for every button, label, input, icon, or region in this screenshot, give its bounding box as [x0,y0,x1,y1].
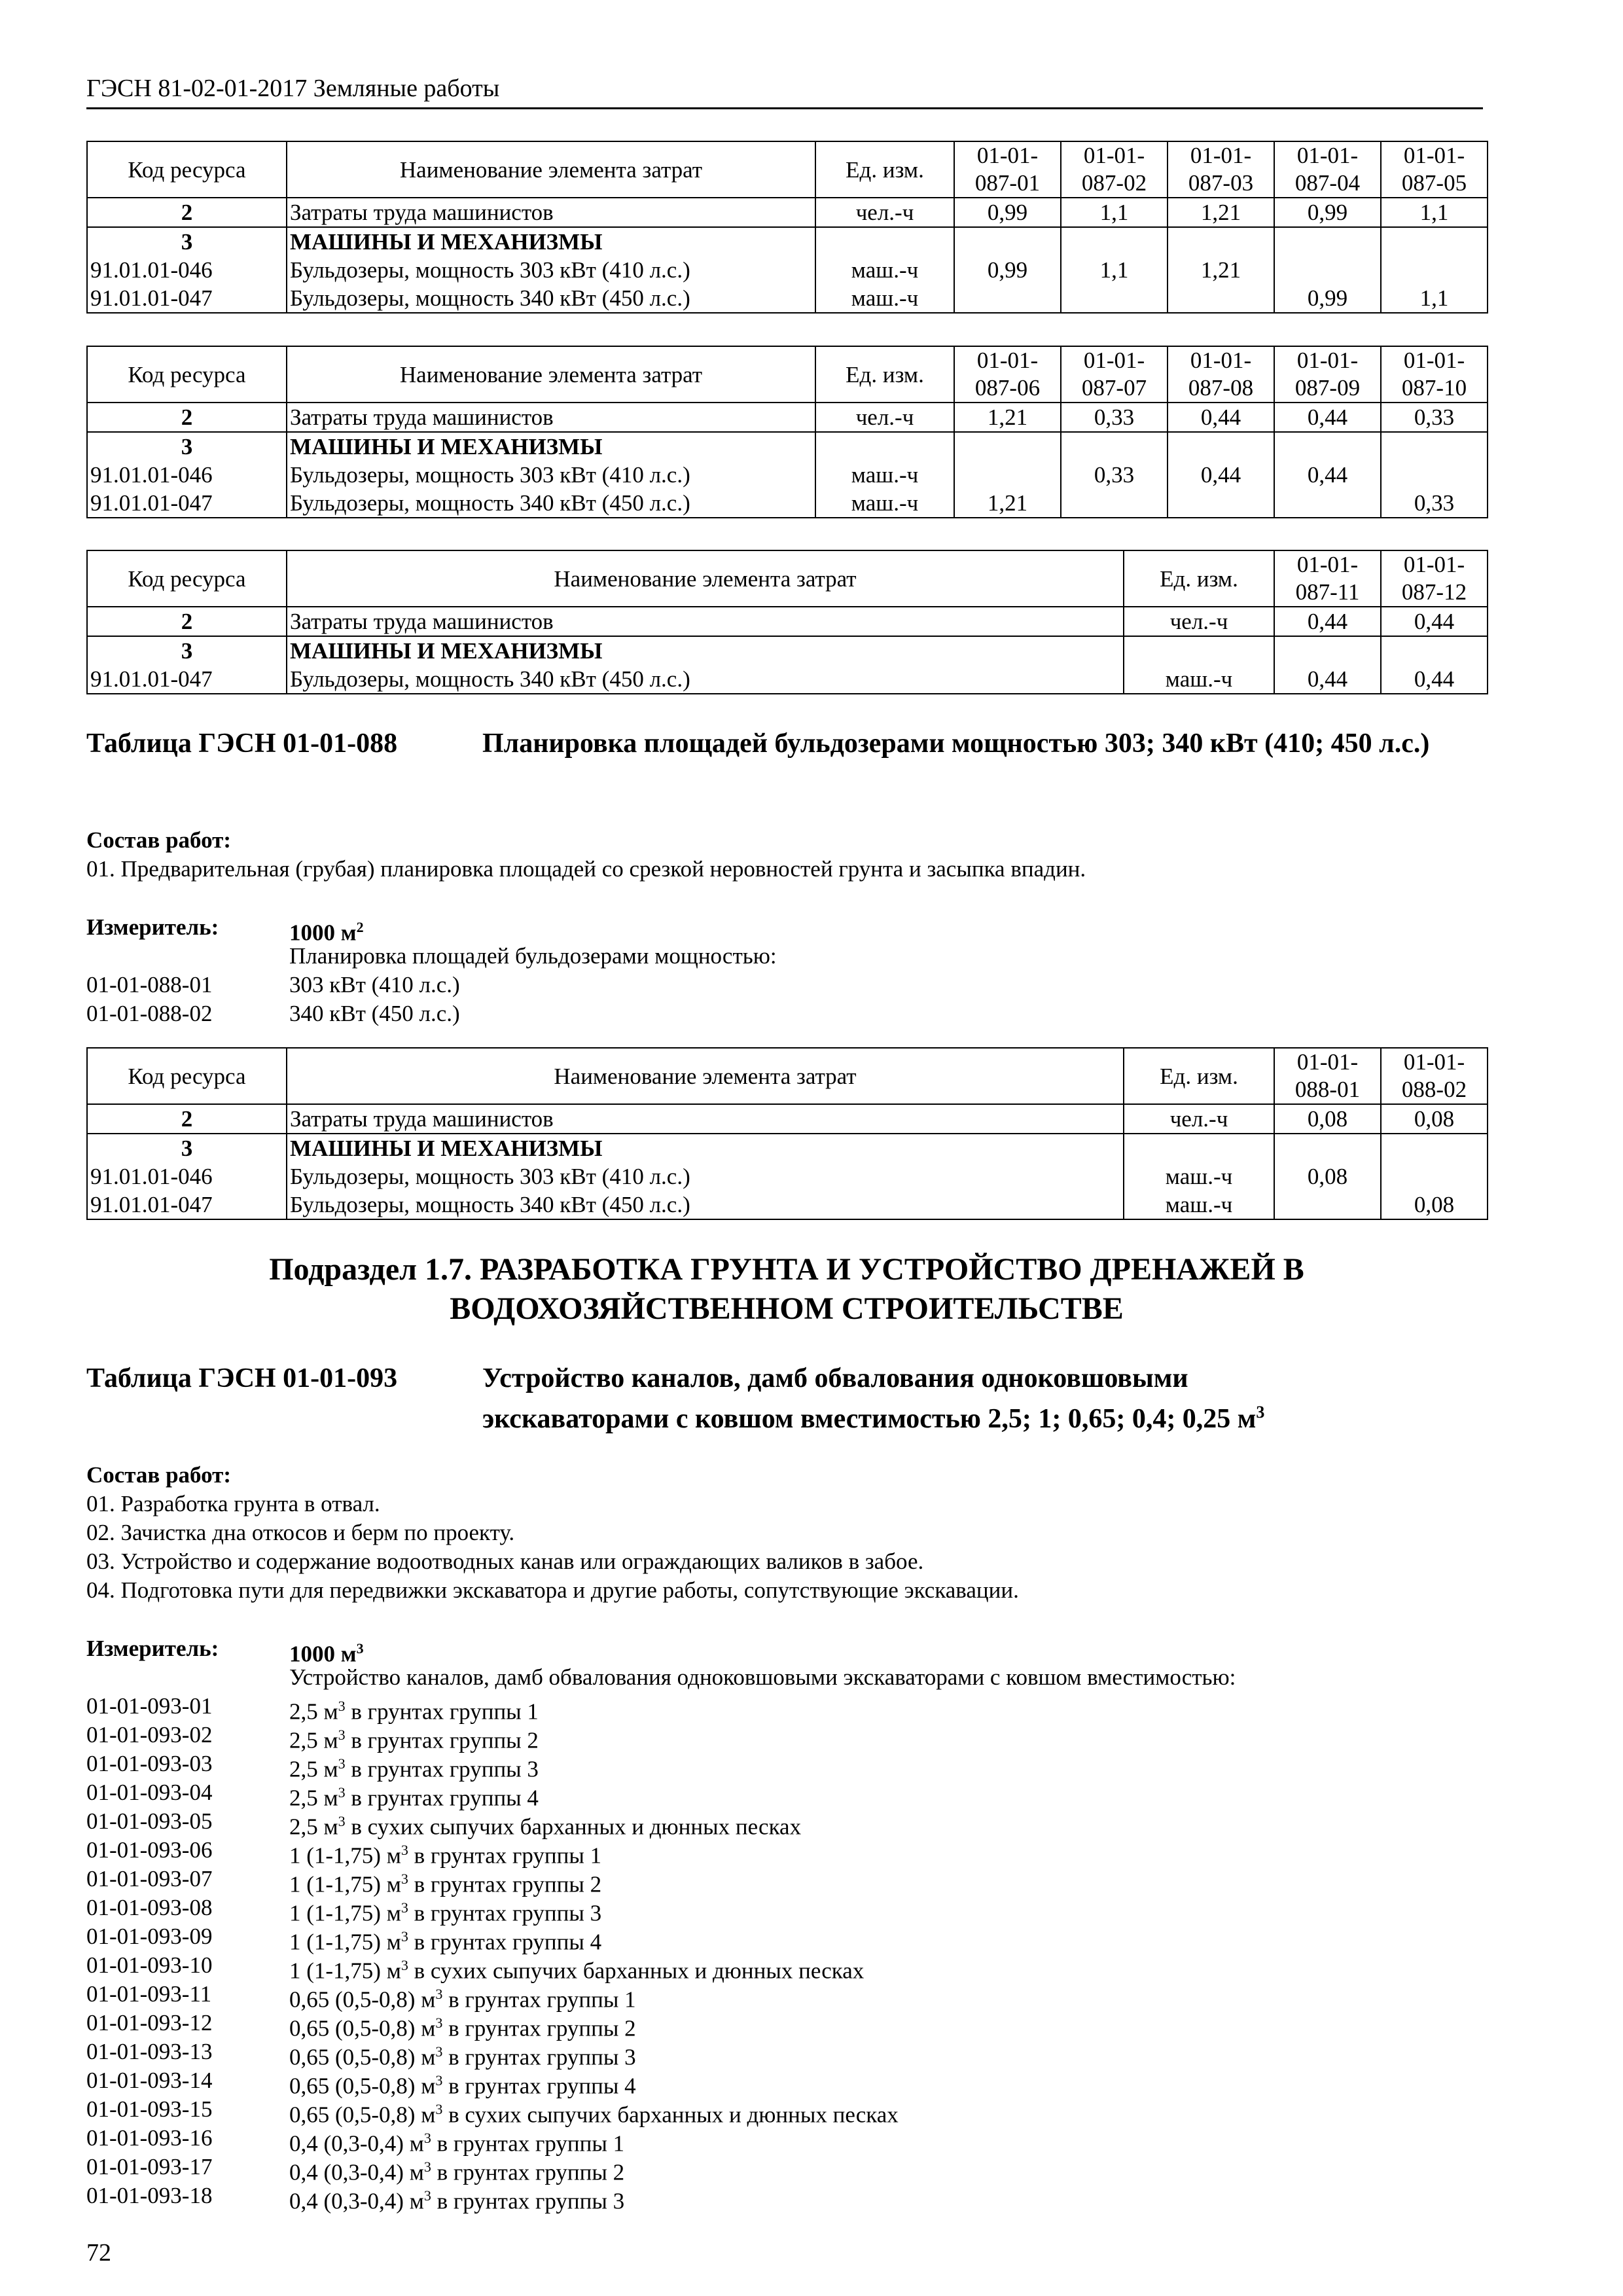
resource-code: 2 [87,198,287,227]
resource-code: 91.01.01-047 [87,284,287,313]
norm-value [1168,489,1274,518]
table-row [87,461,1488,489]
header-norm-code: 01-01- 087-01 [954,141,1061,198]
header-norm-code: 01-01- 087-07 [1061,346,1168,403]
resource-code: 2 [87,1104,287,1134]
table-row [87,1191,1488,1219]
resource-name: Бульдозеры, мощность 303 кВт (410 л.с.) [287,461,815,489]
item-093-text: 0,65 (0,5-0,8) $м^3$ в грунтах группы 4 [289,2072,636,2099]
resource-code: 91.01.01-046 [87,256,287,284]
norm-value [1274,432,1381,461]
table-093-title: Устройство каналов, дамб обвалования одноковшовыми экскаваторами с ковшом вместимостью 2,5; 1; 0,65; 0,4; 0,25 $м^3$ [482,1363,1265,1434]
meter-088-intro: Планировка площадей бульдозерами мощностью: [289,943,777,969]
norm-value: 1,21 [1168,256,1274,284]
item-093-text: 0,4 (0,3-0,4) $м^3$ в грунтах группы 1 [289,2130,625,2157]
resource-code: 91.01.01-047 [87,1191,287,1219]
resource-code: 3 [87,636,287,665]
item-093-text: 2,5 $м^3$ в грунтах группы 2 [289,1727,539,1753]
table-088-label: Таблица ГЭСН 01-01-088 [86,728,398,759]
resource-unit: маш.-ч [815,256,954,284]
table-088-title: Планировка площадей бульдозерами мощностью 303; 340 кВт (410; 450 л.с.) [482,728,1430,759]
resource-unit: маш.-ч [1124,1191,1274,1219]
norm-value: 0,44 [1168,461,1274,489]
item-093-code: 01-01-093-08 [86,1895,213,1920]
item-093-code: 01-01-093-05 [86,1808,213,1834]
norm-value [954,284,1061,313]
norm-value [1274,1134,1381,1162]
resource-unit: маш.-ч [815,489,954,518]
resource-unit [815,432,954,461]
norm-value: 0,44 [1274,607,1381,636]
item-093-text: 2,5 $м^3$ в грунтах группы 4 [289,1784,539,1811]
header-norm-code: 01-01- 088-02 [1381,1048,1488,1104]
norm-value [1381,1134,1488,1162]
resource-unit: чел.-ч [815,403,954,432]
header-norm-code: 01-01- 087-02 [1061,141,1168,198]
resource-code: 2 [87,607,287,636]
meter-093-value: 1000 $м^3$ [289,1640,364,1667]
resource-code: 3 [87,432,287,461]
item-093-text: 2,5 $м^3$ в сухих сыпучих барханных и дюнных песках [289,1813,802,1840]
resource-unit [815,227,954,256]
table-row [87,198,1488,227]
page-number: 72 [86,2239,111,2267]
norm-value [1061,489,1168,518]
norm-value: 0,99 [954,256,1061,284]
norm-value: 0,99 [954,198,1061,227]
norm-value [1168,284,1274,313]
works-093 [86,1461,1019,1605]
norm-value: 1,1 [1061,198,1168,227]
resource-name: Бульдозеры, мощность 340 кВт (450 л.с.) [287,1191,1124,1219]
norm-value: 1,21 [954,489,1061,518]
header-name: Наименование элемента затрат [287,1048,1124,1104]
header-norm-code: 01-01- 087-12 [1381,550,1488,607]
header-unit: Ед. изм. [1124,550,1274,607]
works-093-item: 01. Разработка грунта в отвал. [86,1491,380,1516]
norm-value [1061,432,1168,461]
header-code: Код ресурса [87,1048,287,1104]
resource-unit: чел.-ч [1124,1104,1274,1134]
item-088-code: 01-01-088-01 [86,972,213,997]
norm-value [1381,461,1488,489]
item-093-text: 1 (1-1,75) $м^3$ в грунтах группы 4 [289,1928,602,1955]
norm-value: 1,1 [1061,256,1168,284]
norm-value [954,227,1061,256]
resource-unit: маш.-ч [1124,665,1274,694]
norm-value [1381,432,1488,461]
resource-code: 91.01.01-047 [87,489,287,518]
item-093-code: 01-01-093-10 [86,1952,213,1978]
item-088-text: 340 кВт (450 л.с.) [289,1001,460,1026]
resource-code: 91.01.01-047 [87,665,287,694]
norm-value: 1,1 [1381,198,1488,227]
subsection-line-2: ВОДОХОЗЯЙСТВЕННОМ СТРОИТЕЛЬСТВЕ [450,1291,1124,1326]
table-row [87,256,1488,284]
table-row [87,284,1488,313]
table-row [87,607,1488,636]
norm-value [1061,227,1168,256]
norm-value: 0,99 [1274,284,1381,313]
norm-value: 0,33 [1381,489,1488,518]
resource-code: 91.01.01-046 [87,1162,287,1191]
norm-value [1168,432,1274,461]
resource-name: Бульдозеры, мощность 340 кВт (450 л.с.) [287,489,815,518]
norm-value: 0,44 [1274,665,1381,694]
resource-code: 91.01.01-046 [87,461,287,489]
item-093-code: 01-01-093-07 [86,1866,213,1892]
norm-value [1274,1191,1381,1219]
table-row [87,1134,1488,1162]
item-093-text: 0,65 (0,5-0,8) $м^3$ в грунтах группы 2 [289,2015,636,2041]
item-093-code: 01-01-093-14 [86,2068,213,2093]
norm-value: 0,08 [1274,1162,1381,1191]
item-088-code: 01-01-088-02 [86,1001,213,1026]
norm-value: 1,1 [1381,284,1488,313]
resource-name: Затраты труда машинистов [287,198,815,227]
resource-table-088 [86,1047,1488,1220]
header-norm-code: 01-01- 087-11 [1274,550,1381,607]
item-093-code: 01-01-093-09 [86,1924,213,1949]
table-header-row [87,1048,1488,1104]
header-code: Код ресурса [87,141,287,198]
resource-name: Затраты труда машинистов [287,403,815,432]
header-norm-code: 01-01- 087-09 [1274,346,1381,403]
resource-unit [1124,1134,1274,1162]
item-093-text: 2,5 $м^3$ в грунтах группы 3 [289,1755,539,1782]
item-093-text: 1 (1-1,75) $м^3$ в грунтах группы 1 [289,1842,602,1869]
item-093-code: 01-01-093-15 [86,2096,213,2122]
resource-code: 3 [87,1134,287,1162]
table-row [87,636,1488,665]
item-093-text: 1 (1-1,75) $м^3$ в грунтах группы 2 [289,1871,602,1897]
item-093-code: 01-01-093-03 [86,1751,213,1776]
header-norm-code: 01-01- 087-10 [1381,346,1488,403]
header-norm-code: 01-01- 087-05 [1381,141,1488,198]
norm-value [954,432,1061,461]
resource-name: Затраты труда машинистов [287,1104,1124,1134]
resource-table-087-c [86,550,1488,694]
norm-value: 0,44 [1168,403,1274,432]
meter-093-label: Измеритель: [86,1636,219,1661]
norm-value [1274,489,1381,518]
table-row [87,665,1488,694]
resource-unit: маш.-ч [815,461,954,489]
header-norm-code: 01-01- 087-06 [954,346,1061,403]
norm-value: 1,21 [1168,198,1274,227]
item-093-text: 1 (1-1,75) $м^3$ в сухих сыпучих барханных и дюнных песках [289,1957,865,1984]
norm-value: 0,08 [1381,1104,1488,1134]
resource-name: Бульдозеры, мощность 340 кВт (450 л.с.) [287,665,1124,694]
norm-value: 0,44 [1381,665,1488,694]
norm-value [954,461,1061,489]
header-norm-code: 01-01- 087-04 [1274,141,1381,198]
item-093-text: 0,65 (0,5-0,8) $м^3$ в грунтах группы 1 [289,1986,636,2013]
norm-value: 0,08 [1381,1191,1488,1219]
header-unit: Ед. изм. [815,346,954,403]
table-row [87,489,1488,518]
table-header-row [87,346,1488,403]
header-unit: Ед. изм. [815,141,954,198]
table-header-row [87,141,1488,198]
item-093-code: 01-01-093-12 [86,2010,213,2036]
item-088-text: 303 кВт (410 л.с.) [289,972,460,997]
works-093-item: 03. Устройство и содержание водоотводных канав или ограждающих валиков в забое. [86,1549,924,1574]
resource-code: 2 [87,403,287,432]
header-name: Наименование элемента затрат [287,141,815,198]
norm-value [1274,636,1381,665]
item-093-text: 1 (1-1,75) $м^3$ в грунтах группы 3 [289,1899,602,1926]
header-name: Наименование элемента затрат [287,346,815,403]
works-093-item: 02. Зачистка дна откосов и берм по проекту. [86,1520,515,1545]
norm-value [1381,636,1488,665]
header-name: Наименование элемента затрат [287,550,1124,607]
header-code: Код ресурса [87,346,287,403]
resource-name: Бульдозеры, мощность 303 кВт (410 л.с.) [287,256,815,284]
norm-value [1168,227,1274,256]
norm-value [1381,1162,1488,1191]
meter-088-value: 1000 $м^2$ [289,919,364,946]
table-row [87,432,1488,461]
item-093-code: 01-01-093-04 [86,1780,213,1805]
header-norm-code: 01-01- 087-03 [1168,141,1274,198]
norm-value: 0,44 [1274,461,1381,489]
table-header-row [87,550,1488,607]
resource-name: МАШИНЫ И МЕХАНИЗМЫ [287,636,1124,665]
header-norm-code: 01-01- 088-01 [1274,1048,1381,1104]
norm-value: 0,99 [1274,198,1381,227]
norm-value: 1,21 [954,403,1061,432]
item-093-code: 01-01-093-13 [86,2039,213,2064]
header-norm-code: 01-01- 087-08 [1168,346,1274,403]
resource-name: Бульдозеры, мощность 340 кВт (450 л.с.) [287,284,815,313]
norm-value: 0,33 [1061,403,1168,432]
works-088 [86,826,1086,884]
item-093-text: 0,65 (0,5-0,8) $м^3$ в сухих сыпучих барханных и дюнных песках [289,2101,899,2128]
norm-value [1381,256,1488,284]
item-093-text: 0,4 (0,3-0,4) $м^3$ в грунтах группы 3 [289,2187,625,2214]
subsection-line-1: Подраздел 1.7. РАЗРАБОТКА ГРУНТА И УСТРОЙСТВО ДРЕНАЖЕЙ В [269,1252,1304,1287]
resource-unit: чел.-ч [1124,607,1274,636]
norm-value: 0,44 [1274,403,1381,432]
norm-value [1381,227,1488,256]
meter-093-intro: Устройство каналов, дамб обвалования одноковшовыми экскаваторами с ковшом вместимостью: [289,1664,1236,1690]
resource-name: МАШИНЫ И МЕХАНИЗМЫ [287,227,815,256]
table-093-label: Таблица ГЭСН 01-01-093 [86,1363,398,1393]
resource-name: Затраты труда машинистов [287,607,1124,636]
subsection-heading [86,1250,1487,1329]
norm-value: 0,08 [1274,1104,1381,1134]
resource-table-087-b [86,346,1488,518]
resource-table-087-a [86,141,1488,314]
norm-value: 0,44 [1381,607,1488,636]
item-093-code: 01-01-093-02 [86,1722,213,1748]
works-093-item: 04. Подготовка пути для передвижки экскаватора и другие работы, сопутствующие экскавации. [86,1577,1019,1603]
resource-name: МАШИНЫ И МЕХАНИЗМЫ [287,432,815,461]
resource-unit [1124,636,1274,665]
item-093-code: 01-01-093-17 [86,2154,213,2179]
norm-value: 0,33 [1381,403,1488,432]
norm-value [1061,284,1168,313]
item-093-text: 2,5 $м^3$ в грунтах группы 1 [289,1698,539,1725]
resource-name: МАШИНЫ И МЕХАНИЗМЫ [287,1134,1124,1162]
item-093-text: 0,4 (0,3-0,4) $м^3$ в грунтах группы 2 [289,2159,625,2185]
running-header: ГЭСН 81-02-01-2017 Земляные работы [86,72,1483,109]
works-088-item: 01. Предварительная (грубая) планировка площадей со срезкой неровностей грунта и засыпка впадин. [86,856,1086,882]
header-code: Код ресурса [87,550,287,607]
resource-name: Бульдозеры, мощность 303 кВт (410 л.с.) [287,1162,1124,1191]
item-093-code: 01-01-093-01 [86,1693,213,1719]
table-row [87,1104,1488,1134]
resource-code: 3 [87,227,287,256]
item-093-text: 0,65 (0,5-0,8) $м^3$ в грунтах группы 3 [289,2043,636,2070]
item-093-code: 01-01-093-11 [86,1981,212,2007]
works-088-heading: Состав работ: [86,827,231,853]
resource-unit: маш.-ч [815,284,954,313]
norm-value [1274,227,1381,256]
item-093-code: 01-01-093-16 [86,2125,213,2151]
works-093-heading: Состав работ: [86,1462,231,1488]
header-unit: Ед. изм. [1124,1048,1274,1104]
norm-value [1274,256,1381,284]
resource-unit: маш.-ч [1124,1162,1274,1191]
table-row [87,1162,1488,1191]
norm-value: 0,33 [1061,461,1168,489]
table-row [87,227,1488,256]
item-093-code: 01-01-093-18 [86,2183,213,2208]
table-row [87,403,1488,432]
resource-unit: чел.-ч [815,198,954,227]
meter-088-label: Измеритель: [86,914,219,940]
item-093-code: 01-01-093-06 [86,1837,213,1863]
